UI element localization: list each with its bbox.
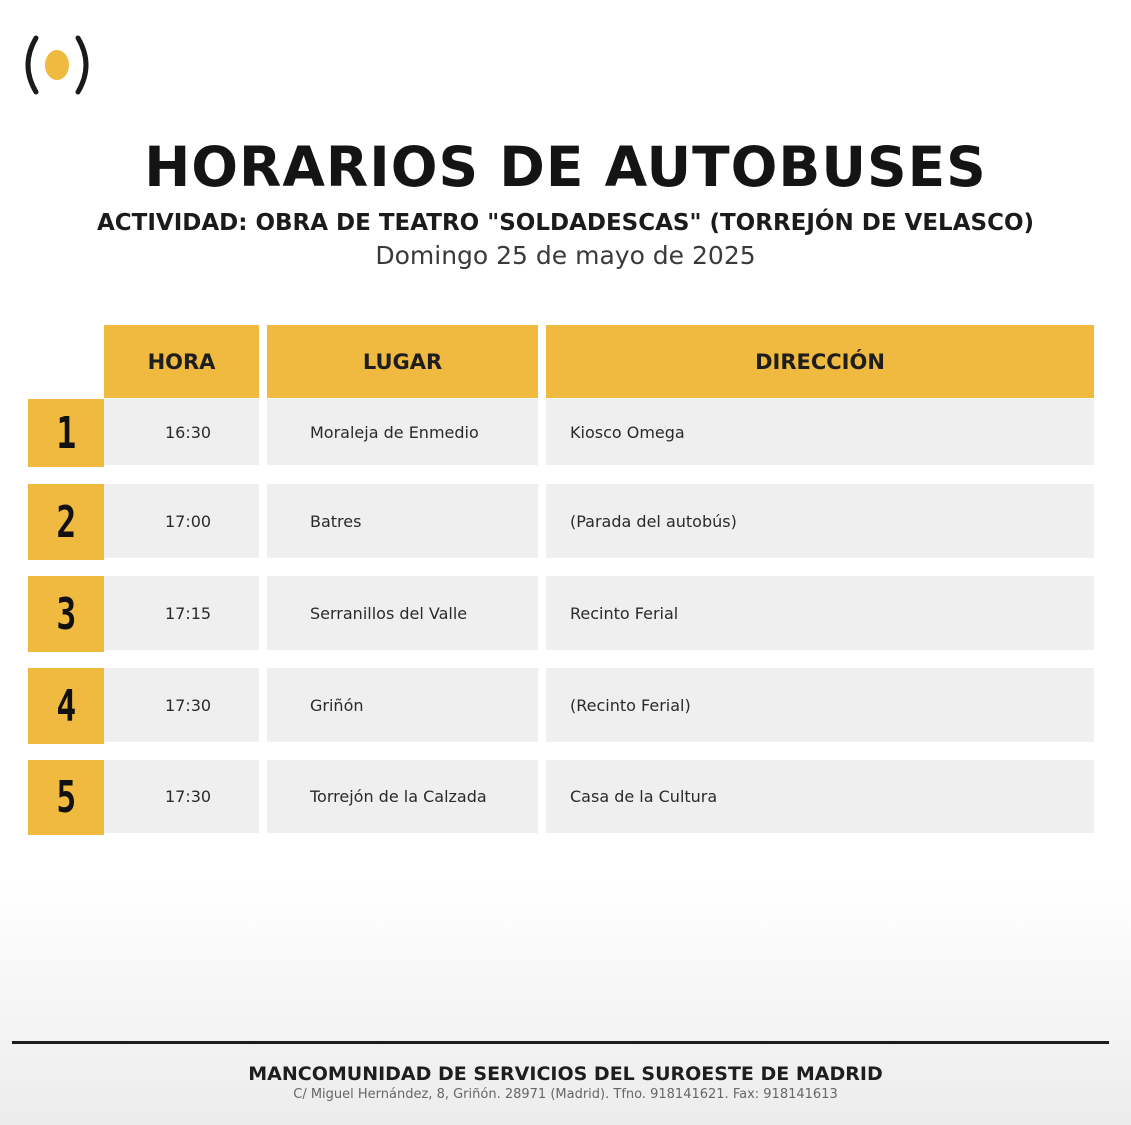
footer-address: C/ Miguel Hernández, 8, Griñón. 28971 (Madrid). Tfno. 918141621. Fax: 918141613: [293, 1087, 838, 1102]
cell-direccion: Kiosco Omega: [546, 399, 1094, 465]
page-title: HORARIOS DE AUTOBUSES: [144, 135, 987, 199]
cell-lugar: Griñón: [267, 668, 538, 742]
row-number: 3: [28, 576, 104, 652]
cell-lugar: Torrejón de la Calzada: [267, 760, 538, 833]
header-hora: HORA: [104, 325, 259, 398]
event-date: Domingo 25 de mayo de 2025: [375, 241, 756, 270]
cell-direccion: Recinto Ferial: [546, 576, 1094, 650]
cell-direccion: Casa de la Cultura: [546, 760, 1094, 833]
footer-organization: MANCOMUNIDAD DE SERVICIOS DEL SUROESTE DE MADRID: [248, 1063, 883, 1085]
cell-hora: 17:30: [104, 668, 259, 742]
cell-lugar: Batres: [267, 484, 538, 558]
cell-hora: 17:15: [104, 576, 259, 650]
row-number: 4: [28, 668, 104, 744]
cell-hora: 16:30: [104, 399, 259, 465]
header-lugar: LUGAR: [267, 325, 538, 398]
row-number: 2: [28, 484, 104, 560]
radio-broadcast-dot-icon: [22, 30, 92, 100]
row-number: 1: [28, 399, 104, 467]
cell-direccion: (Parada del autobús): [546, 484, 1094, 558]
cell-direccion: (Recinto Ferial): [546, 668, 1094, 742]
cell-lugar: Serranillos del Valle: [267, 576, 538, 650]
cell-hora: 17:00: [104, 484, 259, 558]
footer-divider: [12, 1041, 1109, 1044]
activity-subtitle: ACTIVIDAD: OBRA DE TEATRO "SOLDADESCAS" (TORREJÓN DE VELASCO): [96, 210, 1035, 236]
cell-lugar: Moraleja de Enmedio: [267, 399, 538, 465]
cell-hora: 17:30: [104, 760, 259, 833]
row-number: 5: [28, 760, 104, 835]
header-direccion: DIRECCIÓN: [546, 325, 1094, 398]
